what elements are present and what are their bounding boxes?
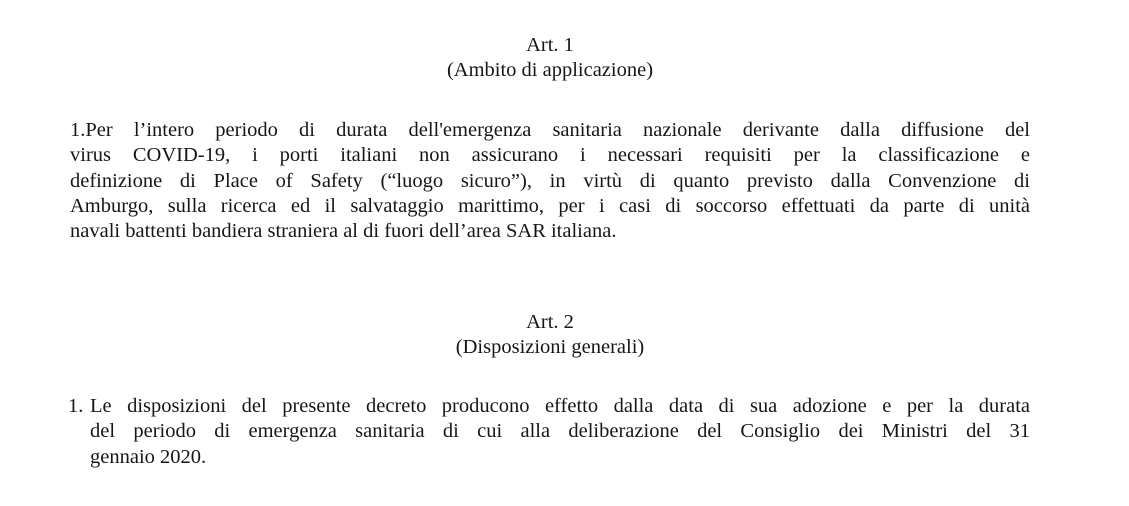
- article-1-line-1: 1.Per l’intero periodo di durata dell'emergenza sanitaria nazionale derivante dalla diffusione del: [70, 119, 1030, 141]
- article-1-line-2: virus COVID-19, i porti italiani non assicurano i necessari requisiti per la classificazione e: [70, 144, 1030, 167]
- article-2-list-item: [68, 394, 1030, 470]
- article-1-line-3: definizione di Place of Safety (“luogo sicuro”), in virtù di quanto previsto dalla Convenzione di: [70, 169, 1030, 192]
- article-2-subtitle: (Disposizioni generali): [455, 336, 645, 358]
- article-2-line-2: del periodo di emergenza sanitaria di cui alla deliberazione del Consiglio dei Ministri del 31: [90, 420, 1030, 443]
- article-2-title: Art. 2: [526, 311, 574, 333]
- article-2-line-1: Le disposizioni del presente decreto producono effetto dalla data di sua adozione e per la durata: [90, 395, 1030, 417]
- article-2-heading: [0, 310, 1100, 360]
- article-1-heading: [0, 33, 1100, 83]
- article-1-subtitle: (Ambito di applicazione): [446, 59, 654, 81]
- article-1-line-4: Amburgo, sulla ricerca ed il salvataggio marittimo, per i casi di soccorso effettuati da parte di unità: [70, 194, 1030, 217]
- article-1-title: Art. 1: [526, 34, 574, 56]
- article-1-paragraph: [70, 118, 1030, 244]
- article-2-item-body: [90, 394, 1030, 470]
- article-1-line-5: navali battenti bandiera straniera al di fuori dell’area SAR italiana.: [70, 220, 617, 243]
- article-2-item-number: 1.: [68, 395, 84, 417]
- article-2-line-3: gennaio 2020.: [90, 445, 207, 468]
